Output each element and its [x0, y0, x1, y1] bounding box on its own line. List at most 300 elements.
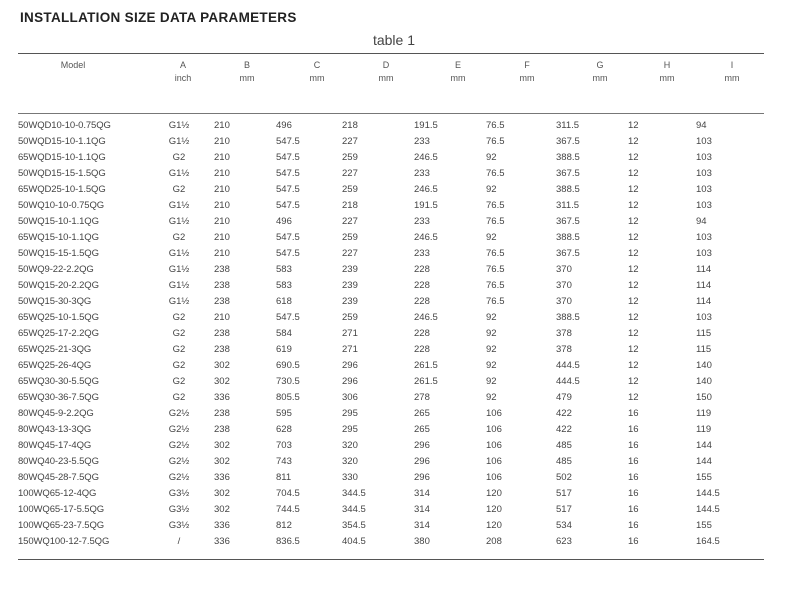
model-cell: 50WQD10-10-0.75QG [18, 119, 111, 131]
table-cell: 246.5 [414, 183, 438, 195]
table-row [18, 149, 764, 165]
table-row [18, 437, 764, 453]
table-cell: 502 [556, 471, 572, 483]
table-cell: 496 [276, 215, 292, 227]
table-cell: 233 [414, 135, 430, 147]
table-body [18, 117, 764, 549]
table-cell: 76.5 [486, 247, 505, 259]
table-cell: 370 [556, 263, 572, 275]
table-cell: 210 [214, 231, 230, 243]
table-cell: 271 [342, 327, 358, 339]
table-row [18, 133, 764, 149]
table-cell: 320 [342, 439, 358, 451]
page-title: INSTALLATION SIZE DATA PARAMETERS [20, 10, 297, 25]
model-cell: 65WQ15-10-1.1QG [18, 231, 99, 243]
table-cell: 444.5 [556, 359, 580, 371]
table-cell: 485 [556, 439, 572, 451]
table-cell: 314 [414, 519, 430, 531]
table-cell: G2 [172, 311, 186, 323]
table-cell: G2 [172, 151, 186, 163]
table-cell: 238 [214, 407, 230, 419]
table-cell: 76.5 [486, 199, 505, 211]
table-cell: 690.5 [276, 359, 300, 371]
table-cell: 92 [486, 391, 497, 403]
table-row [18, 309, 764, 325]
column-header-unit: mm [659, 73, 675, 83]
table-cell: 92 [486, 151, 497, 163]
table-cell: 227 [342, 247, 358, 259]
table-cell: 812 [276, 519, 292, 531]
table-cell: 320 [342, 455, 358, 467]
table-row [18, 373, 764, 389]
table-cell: 119 [696, 407, 712, 419]
model-cell: 50WQ15-30-3QG [18, 295, 92, 307]
table-cell: 246.5 [414, 231, 438, 243]
table-cell: 140 [696, 359, 712, 371]
table-cell: 836.5 [276, 535, 300, 547]
table-row [18, 261, 764, 277]
table-cell: 743 [276, 455, 292, 467]
table-cell: 12 [628, 119, 639, 131]
table-cell: 12 [628, 391, 639, 403]
table-cell: 302 [214, 487, 230, 499]
table-cell: G1½ [168, 199, 190, 211]
table-cell: 191.5 [414, 119, 438, 131]
table-cell: 76.5 [486, 119, 505, 131]
table-cell: 210 [214, 247, 230, 259]
table-cell: 155 [696, 519, 712, 531]
table-cell: 94 [696, 119, 707, 131]
table-cell: 336 [214, 535, 230, 547]
table-cell: 302 [214, 359, 230, 371]
table-row [18, 533, 764, 549]
table-cell: 228 [414, 279, 430, 291]
table-cell: G3½ [168, 519, 190, 531]
table-cell: 583 [276, 279, 292, 291]
table-cell: 114 [696, 295, 712, 307]
model-cell: 50WQ10-10-0.75QG [18, 199, 105, 211]
table-cell: 210 [214, 151, 230, 163]
table-cell: 261.5 [414, 359, 438, 371]
table-cell: 103 [696, 167, 712, 179]
table-cell: 547.5 [276, 135, 300, 147]
table-cell: 404.5 [342, 535, 366, 547]
table-cell: 295 [342, 423, 358, 435]
table-cell: 76.5 [486, 295, 505, 307]
table-cell: 367.5 [556, 167, 580, 179]
table-cell: 76.5 [486, 167, 505, 179]
table-cell: 208 [486, 535, 502, 547]
table-cell: 344.5 [342, 487, 366, 499]
table-cell: 354.5 [342, 519, 366, 531]
table-cell: G1½ [168, 119, 190, 131]
model-cell: 50WQ15-20-2.2QG [18, 279, 99, 291]
table-cell: 92 [486, 311, 497, 323]
column-header [295, 60, 339, 83]
table-cell: 233 [414, 247, 430, 259]
table-cell: 238 [214, 263, 230, 275]
table-cell: 12 [628, 311, 639, 323]
table-cell: 76.5 [486, 135, 505, 147]
table-cell: 155 [696, 471, 712, 483]
column-header [160, 60, 206, 83]
table-cell: 259 [342, 311, 358, 323]
table-cell: G1½ [168, 279, 190, 291]
table-cell: 94 [696, 215, 707, 227]
column-header-label: H [663, 60, 671, 70]
table-cell: 618 [276, 295, 292, 307]
table-cell: 106 [486, 455, 502, 467]
model-cell: 50WQ15-10-1.1QG [18, 215, 99, 227]
table-cell: 115 [696, 343, 712, 355]
table-cell: 210 [214, 167, 230, 179]
table-cell: G2½ [168, 455, 190, 467]
table-cell: 595 [276, 407, 292, 419]
table-cell: 103 [696, 199, 712, 211]
table-cell: 370 [556, 295, 572, 307]
column-header-unit: mm [450, 73, 466, 83]
table-cell: G3½ [168, 487, 190, 499]
table-cell: 103 [696, 183, 712, 195]
model-cell: 100WQ65-12-4QG [18, 487, 97, 499]
table-row [18, 181, 764, 197]
table-cell: 16 [628, 471, 639, 483]
table-cell: 144 [696, 439, 712, 451]
table-cell: 306 [342, 391, 358, 403]
table-cell: 259 [342, 183, 358, 195]
column-header-label: D [382, 60, 390, 70]
table-cell: 144.5 [696, 487, 720, 499]
model-cell: 50WQD15-10-1.1QG [18, 135, 106, 147]
table-cell: 261.5 [414, 375, 438, 387]
column-header [364, 60, 408, 83]
table-cell: 16 [628, 439, 639, 451]
table-row [18, 117, 764, 133]
model-cell: 65WQD25-10-1.5QG [18, 183, 106, 195]
table-cell: 388.5 [556, 151, 580, 163]
table-cell: 517 [556, 503, 572, 515]
column-header-unit: mm [519, 73, 535, 83]
table-cell: 144 [696, 455, 712, 467]
table-cell: 119 [696, 423, 712, 435]
table-cell: 805.5 [276, 391, 300, 403]
table-cell: 336 [214, 391, 230, 403]
table-row [18, 357, 764, 373]
table-cell: 311.5 [556, 119, 580, 131]
column-header-label: Model [60, 60, 86, 70]
table-cell: 311.5 [556, 199, 580, 211]
table-cell: 388.5 [556, 231, 580, 243]
table-cell: 150 [696, 391, 712, 403]
table-cell: 704.5 [276, 487, 300, 499]
table-row [18, 501, 764, 517]
table-cell: G2½ [168, 423, 190, 435]
model-cell: 50WQD15-15-1.5QG [18, 167, 106, 179]
table-cell: 103 [696, 311, 712, 323]
table-cell: 378 [556, 343, 572, 355]
table-cell: G1½ [168, 247, 190, 259]
table-cell: G1½ [168, 135, 190, 147]
table-cell: G2 [172, 391, 186, 403]
column-header-unit: mm [724, 73, 740, 83]
model-cell: 65WQ25-26-4QG [18, 359, 92, 371]
table-cell: 210 [214, 183, 230, 195]
table-row [18, 485, 764, 501]
column-header-label: E [454, 60, 461, 70]
model-cell: 65WQD15-10-1.1QG [18, 151, 106, 163]
column-header-label: C [313, 60, 321, 70]
table-cell: 106 [486, 439, 502, 451]
column-header [225, 60, 269, 83]
table-cell: 120 [486, 503, 502, 515]
table-cell: 367.5 [556, 247, 580, 259]
table-cell: 479 [556, 391, 572, 403]
table-cell: 444.5 [556, 375, 580, 387]
table-cell: 227 [342, 215, 358, 227]
table-cell: 16 [628, 423, 639, 435]
table-bottom-rule [18, 559, 764, 560]
table-cell: 547.5 [276, 247, 300, 259]
table-cell: 210 [214, 199, 230, 211]
table-cell: 259 [342, 231, 358, 243]
table-cell: 336 [214, 519, 230, 531]
table-cell: 811 [276, 471, 292, 483]
column-header [18, 60, 128, 70]
table-cell: 302 [214, 455, 230, 467]
table-cell: 547.5 [276, 231, 300, 243]
column-header [505, 60, 549, 83]
table-cell: 547.5 [276, 151, 300, 163]
table-cell: G2½ [168, 407, 190, 419]
table-cell: 76.5 [486, 215, 505, 227]
table-cell: 16 [628, 487, 639, 499]
column-header-label: F [524, 60, 530, 70]
table-cell: 92 [486, 231, 497, 243]
table-cell: 228 [414, 327, 430, 339]
table-cell: 314 [414, 487, 430, 499]
table-cell: 12 [628, 279, 639, 291]
table-cell: 92 [486, 343, 497, 355]
table-cell: 296 [342, 375, 358, 387]
table-cell: 703 [276, 439, 292, 451]
table-row [18, 165, 764, 181]
model-cell: 100WQ65-17-5.5QG [18, 503, 105, 515]
table-row [18, 325, 764, 341]
table-cell: 367.5 [556, 135, 580, 147]
table-cell: 12 [628, 183, 639, 195]
table-cell: 547.5 [276, 311, 300, 323]
table-cell: 730.5 [276, 375, 300, 387]
table-cell: G1½ [168, 295, 190, 307]
table-cell: 370 [556, 279, 572, 291]
table-cell: 103 [696, 247, 712, 259]
column-header-label: G [596, 60, 604, 70]
table-cell: 227 [342, 135, 358, 147]
table-cell: 388.5 [556, 183, 580, 195]
table-top-rule [18, 53, 764, 54]
table-row [18, 277, 764, 293]
table-cell: 302 [214, 439, 230, 451]
table-cell: G2 [172, 343, 186, 355]
table-row [18, 245, 764, 261]
table-cell: 302 [214, 503, 230, 515]
table-cell: 16 [628, 503, 639, 515]
table-cell: 12 [628, 199, 639, 211]
table-cell: 228 [414, 263, 430, 275]
model-cell: 65WQ25-17-2.2QG [18, 327, 99, 339]
table-cell: G1½ [168, 215, 190, 227]
table-cell: 218 [342, 199, 358, 211]
table-row [18, 229, 764, 245]
table-cell: 12 [628, 263, 639, 275]
table-cell: 238 [214, 279, 230, 291]
table-row [18, 469, 764, 485]
table-row [18, 405, 764, 421]
table-cell: 584 [276, 327, 292, 339]
table-cell: 422 [556, 423, 572, 435]
model-cell: 65WQ25-10-1.5QG [18, 311, 99, 323]
table-cell: 271 [342, 343, 358, 355]
table-cell: 115 [696, 327, 712, 339]
table-cell: 233 [414, 167, 430, 179]
table-cell: 547.5 [276, 183, 300, 195]
table-cell: 246.5 [414, 151, 438, 163]
column-header-unit: mm [239, 73, 255, 83]
table-cell: 239 [342, 295, 358, 307]
table-cell: 76.5 [486, 279, 505, 291]
table-cell: G2 [172, 327, 186, 339]
table-cell: 238 [214, 423, 230, 435]
table-cell: 744.5 [276, 503, 300, 515]
table-cell: 238 [214, 343, 230, 355]
table-cell: 106 [486, 471, 502, 483]
table-cell: 485 [556, 455, 572, 467]
table-cell: 628 [276, 423, 292, 435]
table-row [18, 293, 764, 309]
table-cell: 296 [414, 471, 430, 483]
table-cell: 380 [414, 535, 430, 547]
table-cell: 295 [342, 407, 358, 419]
table-cell: G2 [172, 375, 186, 387]
installation-size-table [18, 117, 764, 549]
table-cell: 228 [414, 343, 430, 355]
table-cell: 120 [486, 487, 502, 499]
header-separator-rule [18, 113, 764, 114]
table-cell: 296 [414, 455, 430, 467]
column-header-unit: mm [592, 73, 608, 83]
table-caption: table 1 [372, 32, 416, 48]
table-cell: 218 [342, 119, 358, 131]
model-cell: 80WQ43-13-3QG [18, 423, 92, 435]
table-row [18, 197, 764, 213]
table-cell: 16 [628, 407, 639, 419]
table-cell: 12 [628, 167, 639, 179]
table-cell: 623 [556, 535, 572, 547]
table-cell: 140 [696, 375, 712, 387]
table-cell: 12 [628, 359, 639, 371]
table-cell: 76.5 [486, 263, 505, 275]
model-cell: 150WQ100-12-7.5QG [18, 535, 110, 547]
table-cell: 547.5 [276, 167, 300, 179]
table-cell: 330 [342, 471, 358, 483]
table-cell: 12 [628, 135, 639, 147]
table-cell: G3½ [168, 503, 190, 515]
table-cell: 103 [696, 151, 712, 163]
table-cell: 12 [628, 151, 639, 163]
table-cell: 106 [486, 407, 502, 419]
table-cell: 210 [214, 311, 230, 323]
table-cell: 12 [628, 295, 639, 307]
model-cell: 80WQ45-9-2.2QG [18, 407, 94, 419]
table-cell: 238 [214, 327, 230, 339]
table-cell: 534 [556, 519, 572, 531]
table-cell: 388.5 [556, 311, 580, 323]
table-cell: 12 [628, 327, 639, 339]
column-header-label: B [243, 60, 250, 70]
table-cell: G2½ [168, 471, 190, 483]
table-cell: 16 [628, 455, 639, 467]
table-cell: 120 [486, 519, 502, 531]
table-cell: 12 [628, 247, 639, 259]
table-cell: 114 [696, 263, 712, 275]
table-cell: 106 [486, 423, 502, 435]
table-cell: 12 [628, 215, 639, 227]
table-cell: 619 [276, 343, 292, 355]
table-cell: 583 [276, 263, 292, 275]
table-cell: 114 [696, 279, 712, 291]
table-row [18, 421, 764, 437]
column-header-unit: mm [309, 73, 325, 83]
table-cell: 246.5 [414, 311, 438, 323]
table-cell: 92 [486, 359, 497, 371]
table-cell: G2 [172, 231, 186, 243]
table-row [18, 517, 764, 533]
table-cell: 12 [628, 231, 639, 243]
table-cell: 344.5 [342, 503, 366, 515]
table-cell: 92 [486, 375, 497, 387]
table-cell: 378 [556, 327, 572, 339]
model-cell: 100WQ65-23-7.5QG [18, 519, 105, 531]
table-cell: G1½ [168, 167, 190, 179]
model-cell: 80WQ45-28-7.5QG [18, 471, 99, 483]
table-cell: G2 [172, 359, 186, 371]
table-cell: 103 [696, 231, 712, 243]
table-cell: 210 [214, 119, 230, 131]
table-cell: 233 [414, 215, 430, 227]
table-cell: 12 [628, 343, 639, 355]
table-cell: 496 [276, 119, 292, 131]
table-cell: 296 [342, 359, 358, 371]
table-cell: 164.5 [696, 535, 720, 547]
table-cell: 16 [628, 535, 639, 547]
table-cell: 238 [214, 295, 230, 307]
table-cell: 517 [556, 487, 572, 499]
table-cell: 259 [342, 151, 358, 163]
table-cell: 239 [342, 263, 358, 275]
column-header [710, 60, 754, 83]
column-header [436, 60, 480, 83]
table-cell: 144.5 [696, 503, 720, 515]
model-cell: 65WQ30-36-7.5QG [18, 391, 99, 403]
model-cell: 50WQ9-22-2.2QG [18, 263, 94, 275]
table-cell: 228 [414, 295, 430, 307]
table-row [18, 453, 764, 469]
table-cell: 367.5 [556, 215, 580, 227]
table-cell: 547.5 [276, 199, 300, 211]
model-cell: 50WQ15-15-1.5QG [18, 247, 99, 259]
model-cell: 65WQ30-30-5.5QG [18, 375, 99, 387]
column-header [645, 60, 689, 83]
